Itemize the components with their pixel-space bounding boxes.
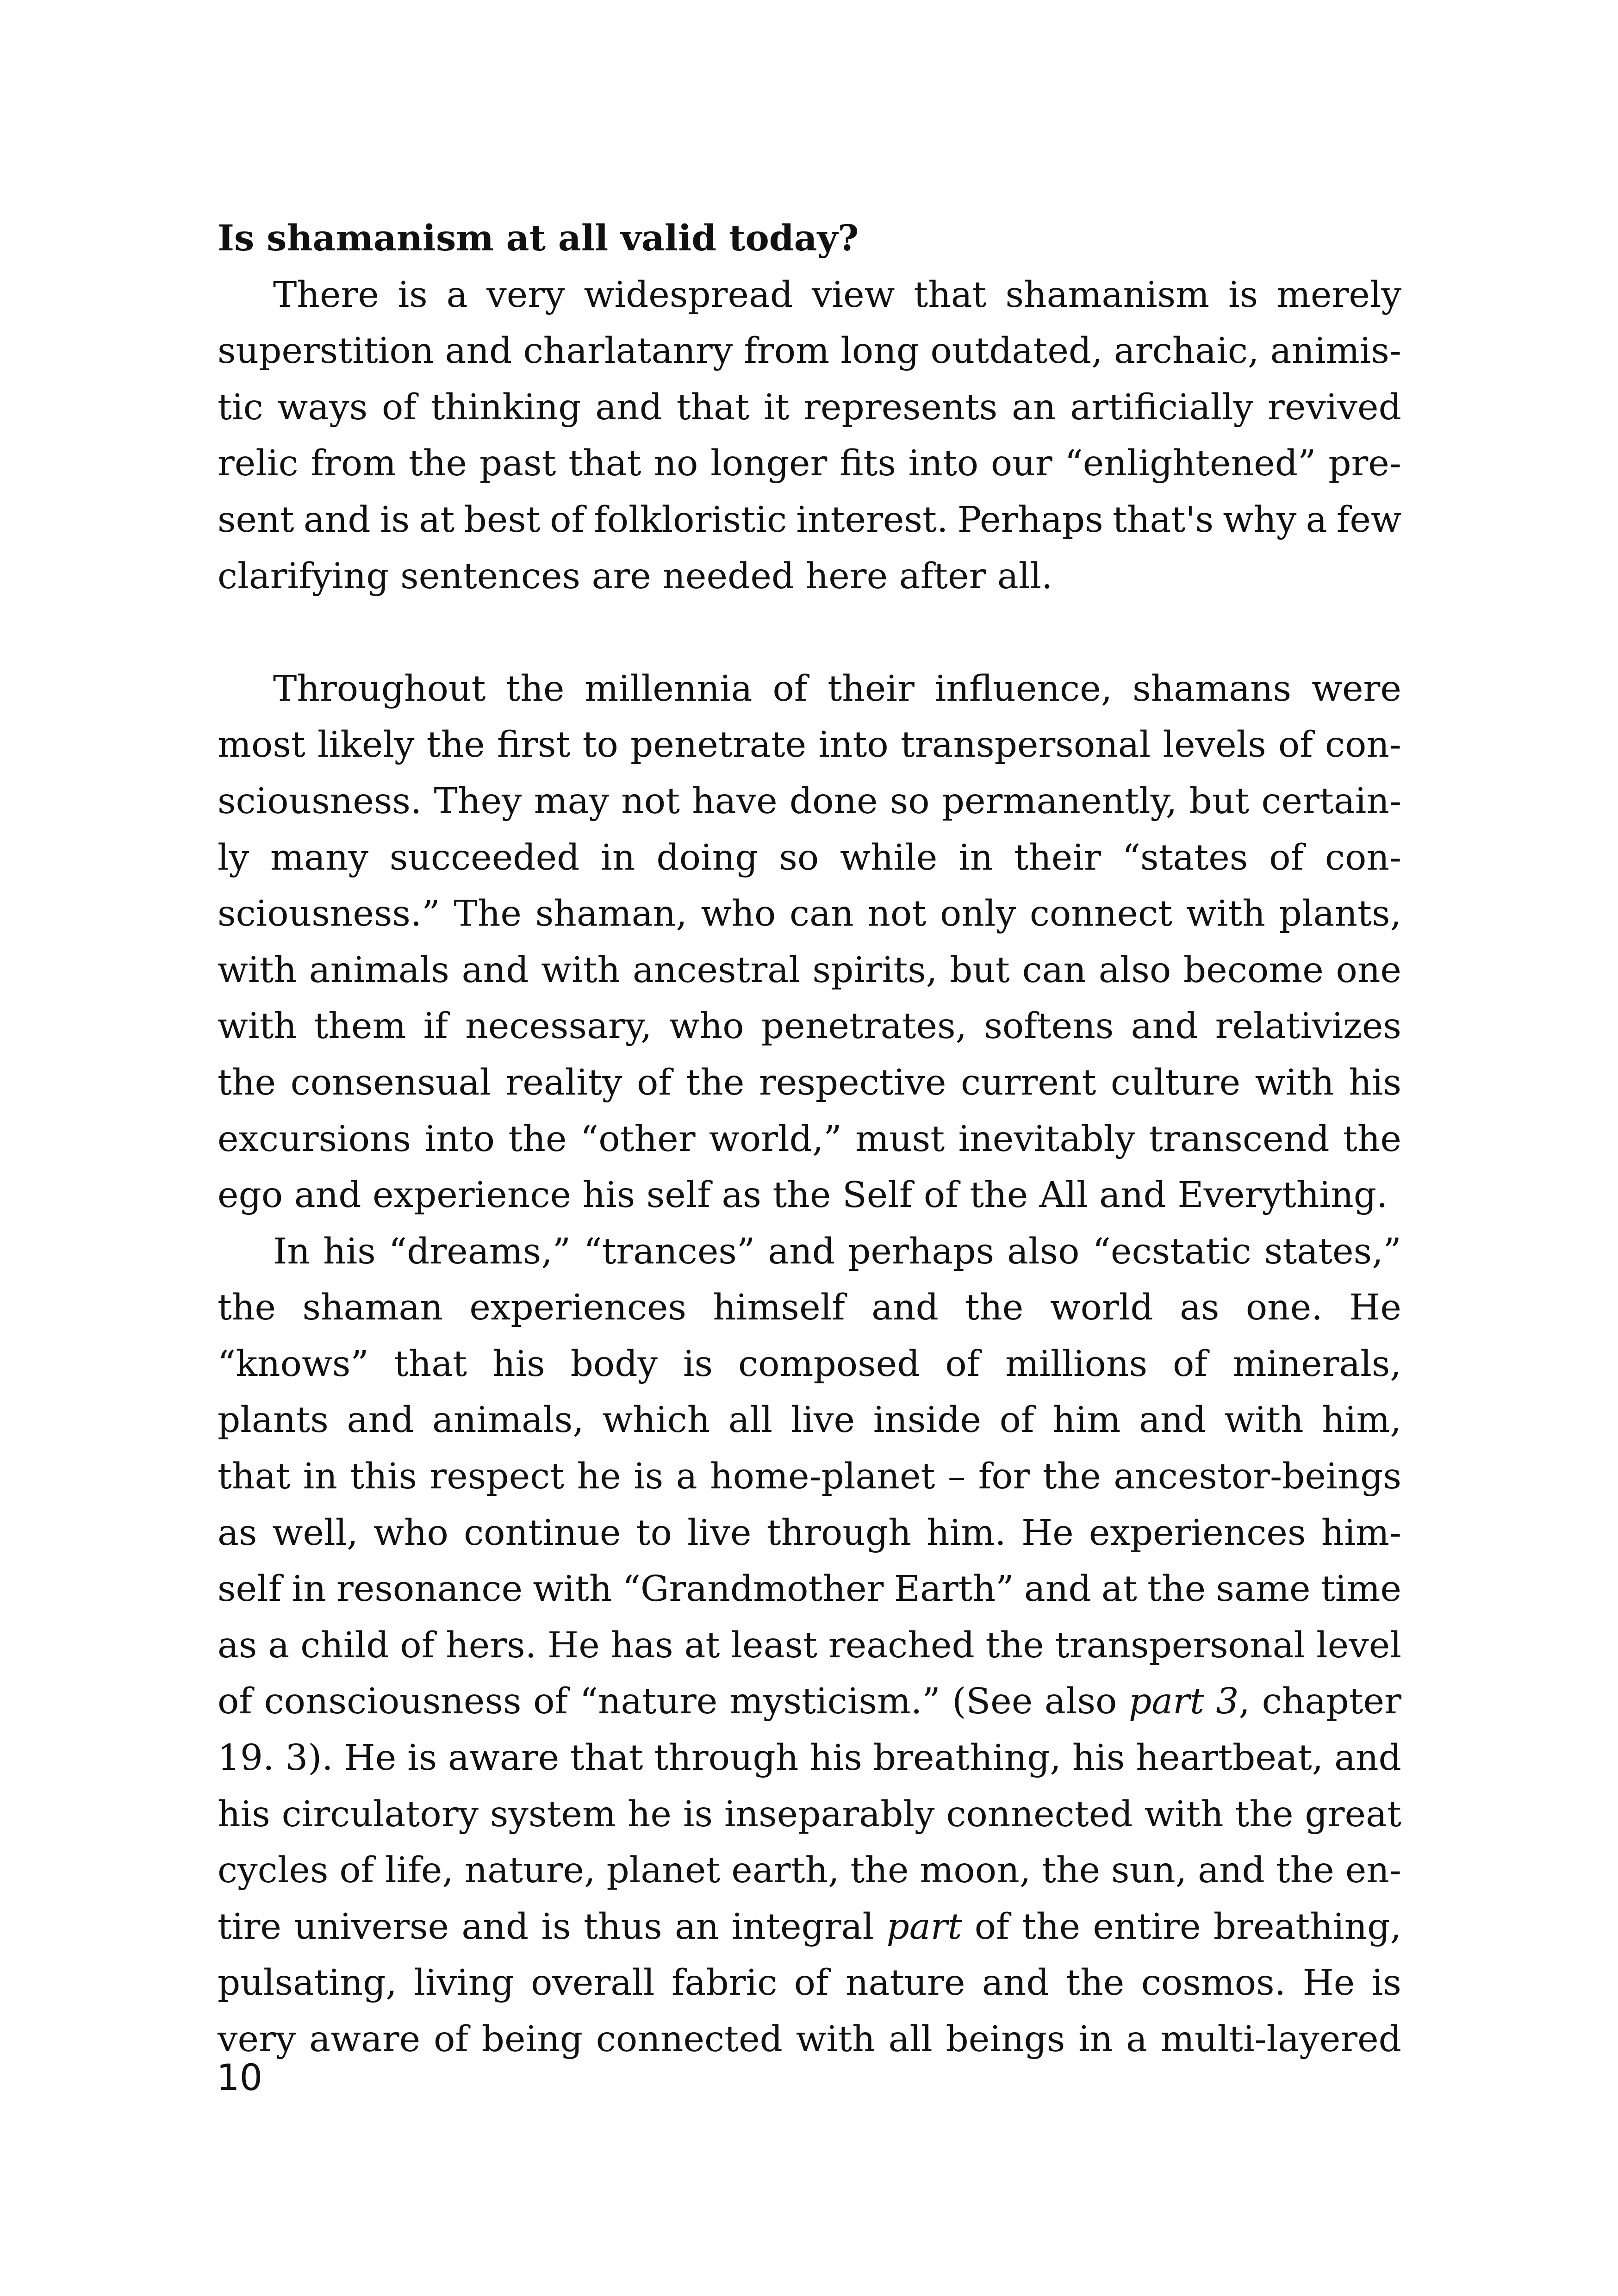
text-line: self in resonance with “Grandmother Earth” and at the same time — [218, 1568, 1401, 1610]
text-line: relic from the past that no longer fits into our “enlightened” pre- — [218, 443, 1401, 485]
text-line: of consciousness of “nature mysticism.” (See also part 3, chapter — [218, 1681, 1401, 1723]
body-text — [218, 211, 1401, 2068]
text-line: most likely the first to penetrate into transpersonal levels of con- — [218, 724, 1401, 766]
text-line: as well, who continue to live through him. He experiences him- — [218, 1512, 1401, 1554]
text-line: the consensual reality of the respective current culture with his — [218, 1062, 1401, 1103]
text-line: ly many succeeded in doing so while in their “states of con- — [218, 837, 1401, 878]
text-line: that in this respect he is a home-planet – for the ancestor-beings — [218, 1456, 1401, 1498]
text-line: pulsating, living overall fabric of nature and the cosmos. He is — [218, 1962, 1401, 2004]
text-line: Throughout the millennia of their influence, shamans were — [273, 668, 1401, 709]
text-line: ego and experience his self as the Self of the All and Everything. — [218, 1175, 1388, 1216]
paragraph — [218, 1224, 1401, 2068]
text-line: superstition and charlatanry from long outdated, archaic, animis- — [218, 330, 1401, 372]
text-line: sciousness.” The shaman, who can not only connect with plants, — [218, 893, 1401, 935]
text-line: There is a very widespread view that shamanism is merely — [273, 274, 1401, 316]
paragraph — [218, 267, 1401, 605]
text-line: cycles of life, nature, planet earth, the moon, the sun, and the en- — [218, 1850, 1401, 1892]
paragraphs — [218, 267, 1401, 2068]
text-line: as a child of hers. He has at least reached the transpersonal level — [218, 1624, 1401, 1666]
text-line: sent and is at best of folkloristic interest. Perhaps that's why a few — [218, 499, 1401, 541]
paragraph-gap — [218, 604, 1401, 661]
text-line: with animals and with ancestral spirits, but can also become one — [218, 949, 1401, 991]
page-number: 10 — [217, 2057, 263, 2099]
text-line: excursions into the “other world,” must inevitably transcend the — [218, 1118, 1401, 1160]
paragraph — [218, 661, 1401, 1224]
text-line: his circulatory system he is inseparably connected with the great — [218, 1793, 1401, 1835]
text-line: sciousness. They may not have done so permanently, but certain- — [218, 780, 1401, 822]
text-line: “knows” that his body is composed of millions of minerals, — [218, 1343, 1401, 1385]
text-line: In his “dreams,” “trances” and perhaps also “ecstatic states,” — [273, 1231, 1401, 1272]
text-line: 19. 3). He is aware that through his breathing, his heartbeat, and — [218, 1737, 1401, 1779]
text-line: the shaman experiences himself and the world as one. He — [218, 1287, 1401, 1329]
text-line: tic ways of thinking and that it represents an artificially revived — [218, 386, 1401, 428]
text-line: plants and animals, which all live inside of him and with him, — [218, 1400, 1401, 1441]
text-line: with them if necessary, who penetrates, softens and relativizes — [218, 1006, 1401, 1047]
text-line: clarifying sentences are needed here after all. — [218, 555, 1053, 597]
section-heading: Is shamanism at all valid today? — [218, 218, 859, 259]
text-line: tire universe and is thus an integral part of the entire breathing, — [218, 1906, 1401, 1948]
text-line: very aware of being connected with all beings in a multi-layered — [218, 2019, 1401, 2060]
